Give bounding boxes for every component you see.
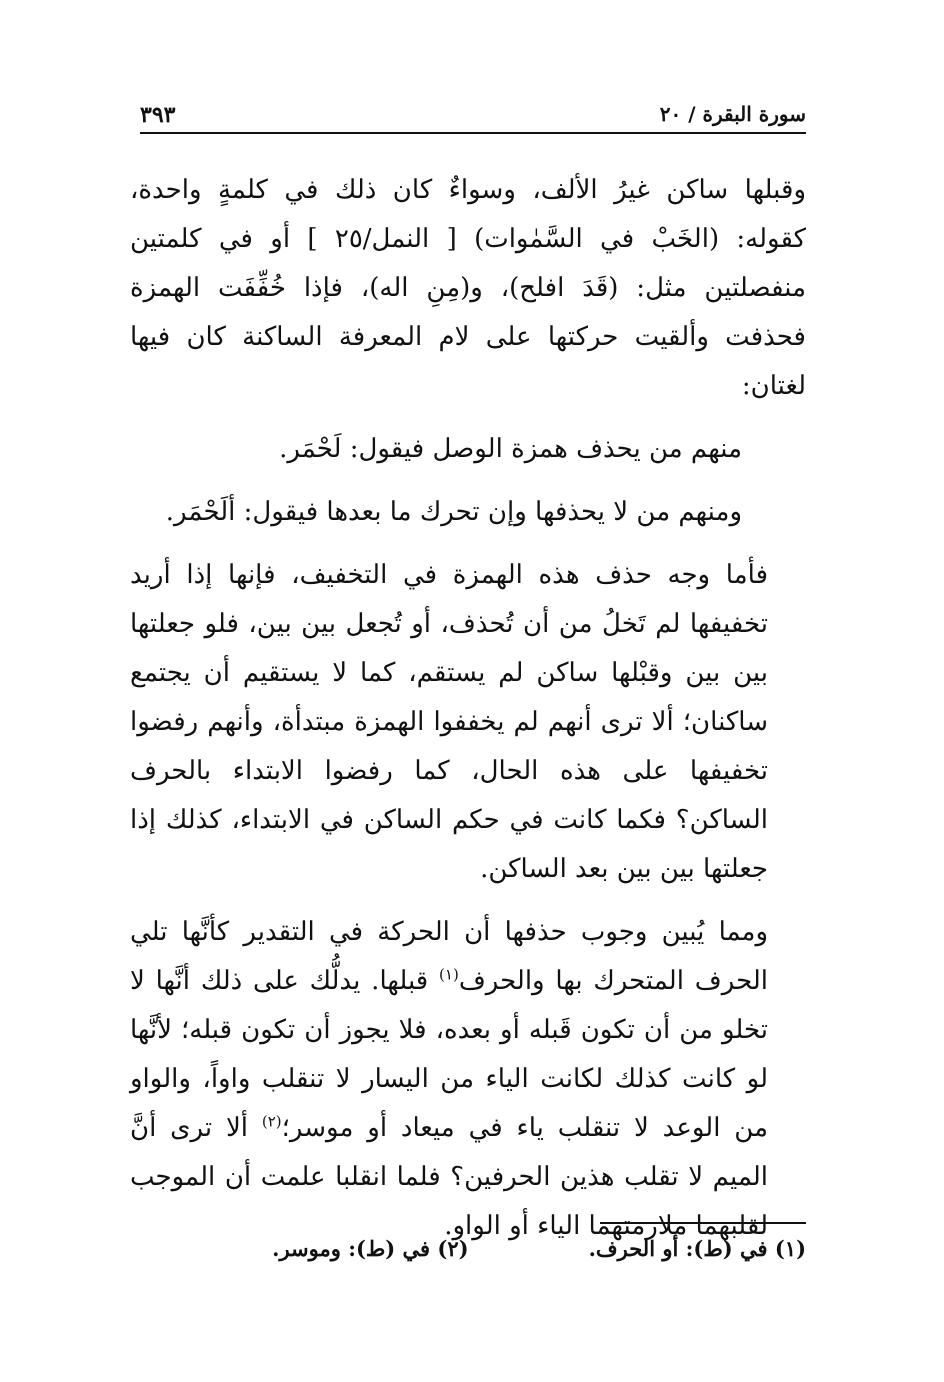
footnote-ref: (٢) (261, 1112, 282, 1131)
footnote: (١) في (ط): أو الحرف. (588, 1236, 806, 1261)
paragraph: منهم من يحذف همزة الوصل فيقول: لَحْمَر. (279, 434, 742, 464)
page-header (140, 98, 806, 134)
paragraph: ومنهم من لا يحذفها وإن تحرك ما بعدها فيقول: ألَحْمَر. (165, 497, 742, 527)
footnote: (٢) في (ط): وموسر. (272, 1236, 469, 1261)
paragraph-text: ألا ترى أنَّ الميم لا تقلب هذين الحرفين؟ فلما انقلبا علمت أن الموجب لقلبهما ملازمتهما الياء أو الواو. (130, 1113, 768, 1241)
footnote-ref: (١) (439, 965, 459, 984)
footnotes (260, 1236, 806, 1261)
paragraph-text: ومما يُبين وجوب حذفها أن الحركة في التقدير كأنَّها تلي الحرف المتحرك بها والحرف (130, 917, 768, 996)
paragraph: وقبلها ساكن غيرُ الألف، وسواءٌ كان ذلك في كلمةٍ واحدة، كقوله: (الخَبْ في السَّمٰوات) [ النمل/٢٥ ] أو في كلمتين منفصلتين مثل: (قَدَ افلح)، و(مِنِ اله)، فإذا خُفِّفَت الهمزة فحذفت وألقيت حركتها على لام المعرفة الساكنة كان فيها لغتان: (130, 175, 806, 401)
footnote-rule (600, 1222, 806, 1224)
page-number: ٣٩٣ (140, 102, 176, 128)
paragraph-text: قبلها. يدلُّك على ذلك أنَّها لا تخلو من أن تكون قَبله أو بعده، فلا يجوز أن تكون قبله؛ لأنَّها لو كانت كذلك لكانت الياء من اليسار لا تنقلب واواً، والواو من الوعد لا تنقلب ياء في ميعاد أو موسر؛ (130, 966, 768, 1143)
main-text (130, 166, 806, 1251)
surah-title: سورة البقرة / ٢٠ (659, 102, 806, 126)
paragraph: فأما وجه حذف هذه الهمزة في التخفيف، فإنها إذا أريد تخفيفها لم تَخلُ من أن تُحذف، أو تُجعل بين بين، فلو جعلتها بين بين وقبْلها ساكن لم يستقم، كما لا يستقيم أن يجتمع ساكنان؛ ألا ترى أنهم لم يخففوا الهمزة مبتدأة، وأنهم رفضوا تخفيفها على هذه الحال، كما رفضوا الابتداء بالحرف الساكن؟ فكما كانت في حكم الساكن في الابتداء، كذلك إذا جعلتها بين بين بعد الساكن. (130, 560, 768, 884)
header-rule (140, 132, 806, 134)
paragraph (130, 908, 806, 1251)
